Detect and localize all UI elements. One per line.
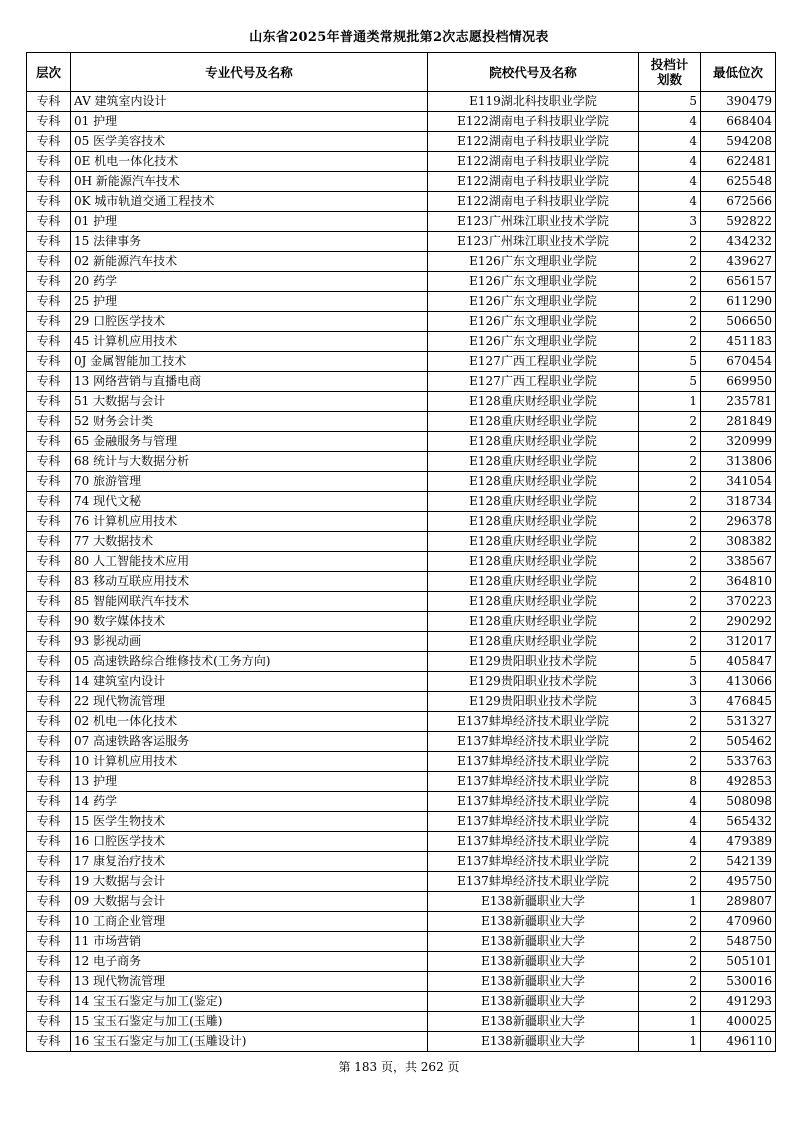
table-row <box>27 652 776 672</box>
table-row <box>27 852 776 872</box>
table-row <box>27 772 776 792</box>
cell-level: 专科 <box>27 512 71 532</box>
cell-major: 10 计算机应用技术 <box>71 752 428 772</box>
cell-major: 76 计算机应用技术 <box>71 512 428 532</box>
table-row <box>27 172 776 192</box>
cell-level: 专科 <box>27 492 71 512</box>
cell-school: E126广东文理职业学院 <box>428 292 639 312</box>
cell-major: 77 大数据技术 <box>71 532 428 552</box>
cell-rank: 235781 <box>701 392 776 412</box>
cell-plan: 3 <box>639 672 701 692</box>
cell-rank: 495750 <box>701 872 776 892</box>
cell-plan: 2 <box>639 872 701 892</box>
cell-rank: 542139 <box>701 852 776 872</box>
cell-rank: 492853 <box>701 772 776 792</box>
cell-rank: 672566 <box>701 192 776 212</box>
cell-plan: 2 <box>639 972 701 992</box>
cell-plan: 2 <box>639 592 701 612</box>
cell-plan: 2 <box>639 532 701 552</box>
cell-plan: 1 <box>639 1032 701 1052</box>
cell-plan: 5 <box>639 352 701 372</box>
cell-level: 专科 <box>27 432 71 452</box>
table-row <box>27 952 776 972</box>
table-row <box>27 972 776 992</box>
cell-major: 22 现代物流管理 <box>71 692 428 712</box>
cell-school: E137蚌埠经济技术职业学院 <box>428 812 639 832</box>
cell-rank: 405847 <box>701 652 776 672</box>
cell-level: 专科 <box>27 852 71 872</box>
cell-school: E128重庆财经职业学院 <box>428 432 639 452</box>
cell-rank: 470960 <box>701 912 776 932</box>
cell-school: E122湖南电子科技职业学院 <box>428 132 639 152</box>
table-row <box>27 492 776 512</box>
cell-plan: 2 <box>639 572 701 592</box>
cell-major: 70 旅游管理 <box>71 472 428 492</box>
cell-school: E138新疆职业大学 <box>428 932 639 952</box>
cell-plan: 5 <box>639 652 701 672</box>
cell-school: E137蚌埠经济技术职业学院 <box>428 832 639 852</box>
cell-rank: 290292 <box>701 612 776 632</box>
cell-major: 17 康复治疗技术 <box>71 852 428 872</box>
table-row <box>27 252 776 272</box>
cell-plan: 1 <box>639 392 701 412</box>
cell-rank: 533763 <box>701 752 776 772</box>
header-rank: 最低位次 <box>701 53 776 92</box>
page-footer: 第 183 页，共 262 页 <box>338 1060 460 1074</box>
cell-plan: 2 <box>639 912 701 932</box>
cell-school: E128重庆财经职业学院 <box>428 532 639 552</box>
cell-major: 01 护理 <box>71 212 428 232</box>
cell-level: 专科 <box>27 592 71 612</box>
table-row <box>27 792 776 812</box>
cell-major: 45 计算机应用技术 <box>71 332 428 352</box>
cell-school: E138新疆职业大学 <box>428 1012 639 1032</box>
cell-plan: 2 <box>639 552 701 572</box>
cell-rank: 496110 <box>701 1032 776 1052</box>
cell-rank: 312017 <box>701 632 776 652</box>
cell-rank: 476845 <box>701 692 776 712</box>
cell-major: 68 统计与大数据分析 <box>71 452 428 472</box>
table-row <box>27 1032 776 1052</box>
cell-plan: 1 <box>639 892 701 912</box>
cell-rank: 370223 <box>701 592 776 612</box>
cell-level: 专科 <box>27 992 71 1012</box>
cell-major: 15 法律事务 <box>71 232 428 252</box>
table-row <box>27 592 776 612</box>
cell-plan: 8 <box>639 772 701 792</box>
cell-major: 0H 新能源汽车技术 <box>71 172 428 192</box>
cell-rank: 451183 <box>701 332 776 352</box>
cell-plan: 5 <box>639 372 701 392</box>
cell-school: E138新疆职业大学 <box>428 972 639 992</box>
cell-rank: 505101 <box>701 952 776 972</box>
cell-major: 09 大数据与会计 <box>71 892 428 912</box>
cell-rank: 669950 <box>701 372 776 392</box>
table-row <box>27 732 776 752</box>
cell-major: 13 网络营销与直播电商 <box>71 372 428 392</box>
table-row <box>27 412 776 432</box>
cell-plan: 2 <box>639 952 701 972</box>
cell-level: 专科 <box>27 1012 71 1032</box>
cell-plan: 2 <box>639 452 701 472</box>
cell-level: 专科 <box>27 392 71 412</box>
table-row <box>27 152 776 172</box>
cell-rank: 670454 <box>701 352 776 372</box>
cell-plan: 1 <box>639 1012 701 1032</box>
cell-rank: 289807 <box>701 892 776 912</box>
cell-plan: 4 <box>639 132 701 152</box>
cell-level: 专科 <box>27 1032 71 1052</box>
cell-level: 专科 <box>27 632 71 652</box>
cell-level: 专科 <box>27 412 71 432</box>
cell-rank: 364810 <box>701 572 776 592</box>
table-row <box>27 272 776 292</box>
cell-major: 90 数字媒体技术 <box>71 612 428 632</box>
cell-plan: 2 <box>639 932 701 952</box>
table-row <box>27 932 776 952</box>
cell-plan: 2 <box>639 492 701 512</box>
cell-school: E128重庆财经职业学院 <box>428 552 639 572</box>
cell-school: E123广州珠江职业技术学院 <box>428 212 639 232</box>
cell-major: 12 电子商务 <box>71 952 428 972</box>
cell-school: E137蚌埠经济技术职业学院 <box>428 752 639 772</box>
cell-school: E138新疆职业大学 <box>428 992 639 1012</box>
cell-plan: 4 <box>639 792 701 812</box>
cell-major: 51 大数据与会计 <box>71 392 428 412</box>
cell-rank: 400025 <box>701 1012 776 1032</box>
cell-school: E122湖南电子科技职业学院 <box>428 172 639 192</box>
cell-plan: 4 <box>639 152 701 172</box>
table-row <box>27 92 776 112</box>
cell-level: 专科 <box>27 772 71 792</box>
header-major: 专业代号及名称 <box>71 53 428 92</box>
cell-level: 专科 <box>27 912 71 932</box>
cell-major: 15 宝玉石鉴定与加工(玉雕) <box>71 1012 428 1032</box>
table-row <box>27 552 776 572</box>
cell-level: 专科 <box>27 272 71 292</box>
cell-plan: 2 <box>639 472 701 492</box>
cell-major: 01 护理 <box>71 112 428 132</box>
cell-major: 19 大数据与会计 <box>71 872 428 892</box>
cell-major: 05 医学美容技术 <box>71 132 428 152</box>
table-header-row <box>27 53 776 92</box>
cell-rank: 668404 <box>701 112 776 132</box>
cell-level: 专科 <box>27 92 71 112</box>
cell-school: E129贵阳职业技术学院 <box>428 672 639 692</box>
cell-school: E122湖南电子科技职业学院 <box>428 152 639 172</box>
cell-rank: 338567 <box>701 552 776 572</box>
table-row <box>27 712 776 732</box>
cell-school: E129贵阳职业技术学院 <box>428 692 639 712</box>
cell-school: E128重庆财经职业学院 <box>428 492 639 512</box>
cell-level: 专科 <box>27 372 71 392</box>
cell-school: E138新疆职业大学 <box>428 892 639 912</box>
cell-major: 13 现代物流管理 <box>71 972 428 992</box>
cell-plan: 2 <box>639 272 701 292</box>
cell-rank: 491293 <box>701 992 776 1012</box>
cell-school: E122湖南电子科技职业学院 <box>428 112 639 132</box>
cell-plan: 4 <box>639 812 701 832</box>
cell-level: 专科 <box>27 732 71 752</box>
cell-level: 专科 <box>27 872 71 892</box>
cell-plan: 2 <box>639 852 701 872</box>
table-row <box>27 572 776 592</box>
cell-rank: 505462 <box>701 732 776 752</box>
cell-school: E127广西工程职业学院 <box>428 352 639 372</box>
cell-major: 13 护理 <box>71 772 428 792</box>
table-row <box>27 392 776 412</box>
table-row <box>27 872 776 892</box>
cell-level: 专科 <box>27 972 71 992</box>
table-row <box>27 472 776 492</box>
cell-major: 83 移动互联应用技术 <box>71 572 428 592</box>
header-school: 院校代号及名称 <box>428 53 639 92</box>
cell-school: E128重庆财经职业学院 <box>428 452 639 472</box>
cell-rank: 622481 <box>701 152 776 172</box>
cell-plan: 3 <box>639 692 701 712</box>
cell-level: 专科 <box>27 672 71 692</box>
cell-plan: 2 <box>639 992 701 1012</box>
cell-level: 专科 <box>27 712 71 732</box>
cell-plan: 2 <box>639 712 701 732</box>
cell-level: 专科 <box>27 532 71 552</box>
table-row <box>27 832 776 852</box>
cell-school: E137蚌埠经济技术职业学院 <box>428 772 639 792</box>
cell-major: 20 药学 <box>71 272 428 292</box>
cell-rank: 530016 <box>701 972 776 992</box>
cell-major: 74 现代文秘 <box>71 492 428 512</box>
cell-major: 14 宝玉石鉴定与加工(鉴定) <box>71 992 428 1012</box>
cell-level: 专科 <box>27 952 71 972</box>
table-row <box>27 912 776 932</box>
table-row <box>27 452 776 472</box>
table-row <box>27 632 776 652</box>
cell-level: 专科 <box>27 192 71 212</box>
cell-school: E137蚌埠经济技术职业学院 <box>428 712 639 732</box>
cell-school: E126广东文理职业学院 <box>428 332 639 352</box>
cell-level: 专科 <box>27 212 71 232</box>
cell-level: 专科 <box>27 452 71 472</box>
cell-school: E126广东文理职业学院 <box>428 272 639 292</box>
cell-rank: 281849 <box>701 412 776 432</box>
table-row <box>27 212 776 232</box>
cell-major: 93 影视动画 <box>71 632 428 652</box>
table-row <box>27 112 776 132</box>
cell-plan: 3 <box>639 212 701 232</box>
cell-level: 专科 <box>27 172 71 192</box>
cell-level: 专科 <box>27 252 71 272</box>
cell-school: E128重庆财经职业学院 <box>428 632 639 652</box>
cell-plan: 2 <box>639 412 701 432</box>
cell-level: 专科 <box>27 132 71 152</box>
cell-rank: 439627 <box>701 252 776 272</box>
table-row <box>27 192 776 212</box>
cell-level: 专科 <box>27 292 71 312</box>
table-row <box>27 372 776 392</box>
header-level: 层次 <box>27 53 71 92</box>
table-row <box>27 1012 776 1032</box>
cell-major: AV 建筑室内设计 <box>71 92 428 112</box>
table-row <box>27 232 776 252</box>
table-row <box>27 312 776 332</box>
cell-rank: 548750 <box>701 932 776 952</box>
cell-school: E138新疆职业大学 <box>428 912 639 932</box>
cell-level: 专科 <box>27 652 71 672</box>
cell-rank: 341054 <box>701 472 776 492</box>
cell-rank: 320999 <box>701 432 776 452</box>
cell-major: 05 高速铁路综合维修技术(工务方向) <box>71 652 428 672</box>
table-row <box>27 332 776 352</box>
cell-school: E119湖北科技职业学院 <box>428 92 639 112</box>
cell-plan: 2 <box>639 292 701 312</box>
cell-level: 专科 <box>27 232 71 252</box>
cell-level: 专科 <box>27 932 71 952</box>
cell-level: 专科 <box>27 752 71 772</box>
table-row <box>27 672 776 692</box>
cell-major: 14 药学 <box>71 792 428 812</box>
cell-level: 专科 <box>27 312 71 332</box>
table-row <box>27 352 776 372</box>
cell-plan: 2 <box>639 512 701 532</box>
cell-major: 0K 城市轨道交通工程技术 <box>71 192 428 212</box>
table-row <box>27 132 776 152</box>
cell-school: E128重庆财经职业学院 <box>428 592 639 612</box>
cell-plan: 2 <box>639 732 701 752</box>
cell-school: E128重庆财经职业学院 <box>428 512 639 532</box>
cell-major: 80 人工智能技术应用 <box>71 552 428 572</box>
cell-level: 专科 <box>27 332 71 352</box>
cell-level: 专科 <box>27 572 71 592</box>
cell-rank: 479389 <box>701 832 776 852</box>
cell-major: 15 医学生物技术 <box>71 812 428 832</box>
cell-plan: 2 <box>639 312 701 332</box>
cell-school: E128重庆财经职业学院 <box>428 472 639 492</box>
cell-level: 专科 <box>27 472 71 492</box>
cell-school: E128重庆财经职业学院 <box>428 392 639 412</box>
cell-school: E137蚌埠经济技术职业学院 <box>428 852 639 872</box>
cell-major: 52 财务会计类 <box>71 412 428 432</box>
cell-plan: 2 <box>639 232 701 252</box>
cell-level: 专科 <box>27 612 71 632</box>
table-row <box>27 992 776 1012</box>
cell-plan: 4 <box>639 112 701 132</box>
cell-level: 专科 <box>27 792 71 812</box>
cell-major: 0J 金属智能加工技术 <box>71 352 428 372</box>
cell-plan: 4 <box>639 192 701 212</box>
cell-school: E137蚌埠经济技术职业学院 <box>428 872 639 892</box>
cell-level: 专科 <box>27 112 71 132</box>
cell-rank: 434232 <box>701 232 776 252</box>
cell-major: 10 工商企业管理 <box>71 912 428 932</box>
cell-school: E127广西工程职业学院 <box>428 372 639 392</box>
cell-major: 02 新能源汽车技术 <box>71 252 428 272</box>
table-row <box>27 512 776 532</box>
table-row <box>27 292 776 312</box>
cell-plan: 4 <box>639 832 701 852</box>
cell-plan: 2 <box>639 612 701 632</box>
cell-major: 29 口腔医学技术 <box>71 312 428 332</box>
cell-rank: 313806 <box>701 452 776 472</box>
cell-rank: 390479 <box>701 92 776 112</box>
table-row <box>27 812 776 832</box>
cell-school: E126广东文理职业学院 <box>428 312 639 332</box>
cell-rank: 413066 <box>701 672 776 692</box>
table-row <box>27 432 776 452</box>
cell-plan: 2 <box>639 332 701 352</box>
table-row <box>27 612 776 632</box>
cell-level: 专科 <box>27 152 71 172</box>
cell-school: E123广州珠江职业技术学院 <box>428 232 639 252</box>
cell-rank: 308382 <box>701 532 776 552</box>
cell-plan: 2 <box>639 752 701 772</box>
cell-rank: 656157 <box>701 272 776 292</box>
table-row <box>27 752 776 772</box>
table-row <box>27 692 776 712</box>
cell-major: 25 护理 <box>71 292 428 312</box>
cell-rank: 318734 <box>701 492 776 512</box>
cell-major: 07 高速铁路客运服务 <box>71 732 428 752</box>
admission-table <box>26 52 776 1052</box>
table-row <box>27 532 776 552</box>
cell-school: E128重庆财经职业学院 <box>428 572 639 592</box>
cell-school: E137蚌埠经济技术职业学院 <box>428 792 639 812</box>
cell-rank: 611290 <box>701 292 776 312</box>
cell-rank: 625548 <box>701 172 776 192</box>
cell-level: 专科 <box>27 552 71 572</box>
cell-school: E137蚌埠经济技术职业学院 <box>428 732 639 752</box>
cell-school: E126广东文理职业学院 <box>428 252 639 272</box>
cell-school: E129贵阳职业技术学院 <box>428 652 639 672</box>
table-body <box>27 92 776 1052</box>
cell-major: 02 机电一体化技术 <box>71 712 428 732</box>
cell-major: 14 建筑室内设计 <box>71 672 428 692</box>
cell-school: E128重庆财经职业学院 <box>428 412 639 432</box>
cell-major: 65 金融服务与管理 <box>71 432 428 452</box>
cell-rank: 594208 <box>701 132 776 152</box>
cell-school: E128重庆财经职业学院 <box>428 612 639 632</box>
cell-rank: 508098 <box>701 792 776 812</box>
cell-level: 专科 <box>27 832 71 852</box>
cell-level: 专科 <box>27 692 71 712</box>
cell-rank: 506650 <box>701 312 776 332</box>
page-title: 山东省2025年普通类常规批第2次志愿投档情况表 <box>249 30 549 45</box>
cell-major: 16 口腔医学技术 <box>71 832 428 852</box>
cell-rank: 296378 <box>701 512 776 532</box>
cell-major: 0E 机电一体化技术 <box>71 152 428 172</box>
cell-school: E138新疆职业大学 <box>428 952 639 972</box>
header-plan: 投档计划数 <box>639 53 701 92</box>
cell-school: E138新疆职业大学 <box>428 1032 639 1052</box>
cell-level: 专科 <box>27 812 71 832</box>
cell-plan: 2 <box>639 632 701 652</box>
cell-plan: 2 <box>639 252 701 272</box>
cell-rank: 531327 <box>701 712 776 732</box>
cell-plan: 4 <box>639 172 701 192</box>
cell-rank: 565432 <box>701 812 776 832</box>
cell-plan: 2 <box>639 432 701 452</box>
cell-major: 85 智能网联汽车技术 <box>71 592 428 612</box>
table-row <box>27 892 776 912</box>
cell-level: 专科 <box>27 892 71 912</box>
cell-school: E122湖南电子科技职业学院 <box>428 192 639 212</box>
cell-plan: 5 <box>639 92 701 112</box>
cell-major: 16 宝玉石鉴定与加工(玉雕设计) <box>71 1032 428 1052</box>
cell-level: 专科 <box>27 352 71 372</box>
cell-rank: 592822 <box>701 212 776 232</box>
cell-major: 11 市场营销 <box>71 932 428 952</box>
